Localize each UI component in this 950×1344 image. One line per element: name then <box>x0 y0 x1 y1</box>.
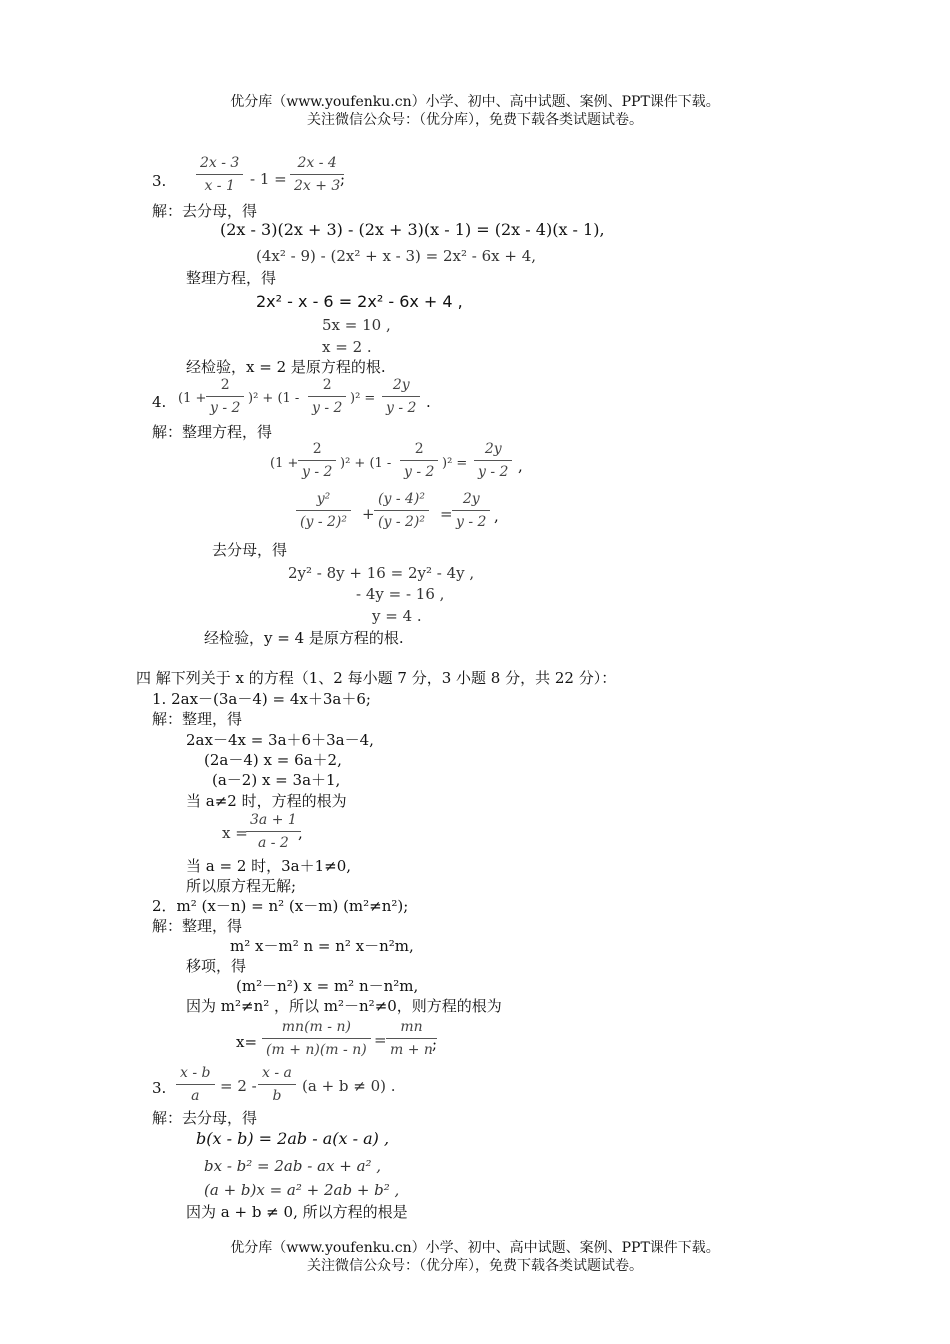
q2-condition: 因为 m²≠n² ，所以 m²－n²≠0，则方程的根为 <box>186 997 502 1015</box>
p4-row2-fraction-1 <box>296 490 351 531</box>
p4-row1-fraction-2 <box>400 440 438 481</box>
p4-term-2: )² + (1 - <box>248 391 300 406</box>
p3-solution-intro: 解：去分母，得 <box>152 202 258 220</box>
q1-conclusion: 所以原方程无解; <box>186 877 297 895</box>
fraction-denominator: (m + n)(m - n) <box>266 1042 367 1058</box>
fraction-denominator: y - 2 <box>404 464 435 480</box>
p4-equation-3: y = 4 . <box>372 607 422 625</box>
fraction-denominator: y - 2 <box>456 514 487 530</box>
fraction-denominator: a - 2 <box>257 835 289 851</box>
q3-fraction-2 <box>258 1064 296 1105</box>
fraction-denominator: y - 2 <box>210 400 241 416</box>
q3-solution-intro: 解：去分母，得 <box>152 1109 258 1127</box>
q2-fraction-2 <box>386 1018 437 1059</box>
p4-equation-2: - 4y = - 16 , <box>356 585 445 603</box>
q1-x-lhs: x = <box>222 824 248 842</box>
p4-row1-fraction-1 <box>298 440 336 481</box>
fraction-denominator: b <box>272 1088 282 1104</box>
section-4-title: 四 解下列关于 x 的方程（1、2 每小题 7 分，3 小题 8 分，共 22 分）： <box>136 669 617 687</box>
p3-check: 经检验，x = 2 是原方程的根. <box>186 358 386 376</box>
q3-conclusion: 因为 a + b ≠ 0, 所以方程的根是 <box>186 1203 408 1221</box>
p4-row1-end: , <box>518 457 523 475</box>
q3-mid: = 2 - <box>220 1077 257 1095</box>
problem-3-label: 3. <box>152 172 167 190</box>
p3-equation-3: 2x² - x - 6 = 2x² - 6x + 4 , <box>256 292 463 311</box>
q1-equation-1: 2ax－4x = 3a＋6＋3a－4, <box>186 731 374 749</box>
q3-tail: (a + b ≠ 0) . <box>302 1077 396 1095</box>
p3-equation-2: (4x² - 9) - (2x² + x - 3) = 2x² - 6x + 4, <box>256 247 537 265</box>
fraction-denominator: a <box>191 1088 200 1104</box>
q2-statement: 2．m² (x－n) = n² (x－m) (m²≠n²); <box>152 897 409 915</box>
header-line-1: 优分库（www.youfenku.cn）小学、初中、高中试题、案例、PPT课件下载。 <box>230 94 720 110</box>
q2-step: 移项，得 <box>186 957 247 975</box>
q2-solution-intro: 解：整理，得 <box>152 917 243 935</box>
q3-equation-2: bx - b² = 2ab - ax + a² , <box>204 1157 382 1175</box>
q2-x-lhs: x= <box>236 1033 258 1051</box>
fraction-denominator: x - 1 <box>204 178 235 194</box>
q3-equation-1: b(x - b) = 2ab - a(x - a) , <box>196 1129 390 1148</box>
fraction-numerator: 2 <box>312 441 322 457</box>
p4-row2-fraction-3 <box>452 490 490 531</box>
fraction-numerator: 2 <box>322 377 332 393</box>
p4-row1-term-3: )² = <box>442 456 468 471</box>
fraction-numerator: 2x - 3 <box>200 155 240 171</box>
fraction-numerator: 2 <box>414 441 424 457</box>
q1-equation-2: (2a－4) x = 6a＋2, <box>204 751 342 769</box>
q2-fraction-1 <box>262 1018 371 1059</box>
q2-equation-2: (m²－n²) x = m² n－n²m, <box>236 977 419 995</box>
p3-equation-4: 5x = 10 , <box>322 316 391 334</box>
q1-condition-2: 当 a = 2 时，3a＋1≠0, <box>186 857 352 875</box>
p4-row1-fraction-3 <box>474 440 512 481</box>
fraction-denominator: y - 2 <box>386 400 417 416</box>
fraction-numerator: mn(m - n) <box>281 1019 351 1035</box>
p3-end: ; <box>340 170 346 188</box>
p4-row1-term-2: )² + (1 - <box>340 456 392 471</box>
p4-fraction-3 <box>382 376 420 417</box>
fraction-numerator: 2x - 4 <box>297 155 337 171</box>
fraction-denominator: (y - 2)² <box>300 514 347 530</box>
p4-row1-term-1: (1 + <box>270 456 299 471</box>
fraction-denominator: m + n <box>390 1042 433 1058</box>
p3-rhs-fraction <box>290 154 344 195</box>
header-line-2: 关注微信公众号：（优分库），免费下载各类试题试卷。 <box>307 112 643 128</box>
p3-lhs-fraction <box>196 154 243 195</box>
fraction-numerator: 3a + 1 <box>250 812 297 828</box>
fraction-numerator: x - a <box>262 1065 292 1081</box>
p4-row2-equals: = <box>440 505 453 523</box>
p4-equation-1: 2y² - 8y + 16 = 2y² - 4y , <box>288 564 475 582</box>
p3-equation-1: (2x - 3)(2x + 3) - (2x + 3)(x - 1) = (2x - 4)(x - 1), <box>220 220 605 239</box>
fraction-numerator: 2y <box>462 491 480 507</box>
q1-x-end: , <box>298 824 303 842</box>
p3-step: 整理方程，得 <box>186 269 277 287</box>
p4-end: . <box>426 393 431 411</box>
fraction-denominator: y - 2 <box>312 400 343 416</box>
fraction-numerator: mn <box>400 1019 423 1035</box>
p4-row2-plus: + <box>362 505 375 523</box>
fraction-denominator: y - 2 <box>302 464 333 480</box>
q1-solution-intro: 解：整理，得 <box>152 710 243 728</box>
fraction-numerator: y² <box>316 491 331 507</box>
p3-equation-5: x = 2 . <box>322 338 372 356</box>
p4-term-1: (1 + <box>178 391 207 406</box>
q1-condition-1: 当 a≠2 时，方程的根为 <box>186 792 347 810</box>
q2-end: ; <box>432 1035 438 1053</box>
fraction-numerator: 2y <box>484 441 502 457</box>
p4-term-3: )² = <box>350 391 376 406</box>
q1-root-fraction <box>246 811 301 852</box>
fraction-numerator: (y - 4)² <box>378 491 425 507</box>
p4-fraction-2 <box>308 376 346 417</box>
q2-equation-1: m² x－m² n = n² x－n²m, <box>230 937 414 955</box>
footer-line-1: 优分库（www.youfenku.cn）小学、初中、高中试题、案例、PPT课件下载。 <box>230 1240 720 1256</box>
p4-solution-intro: 解：整理方程，得 <box>152 423 273 441</box>
p4-fraction-1 <box>206 376 244 417</box>
fraction-numerator: x - b <box>180 1065 211 1081</box>
problem-4-label: 4. <box>152 393 167 411</box>
fraction-denominator: (y - 2)² <box>378 514 425 530</box>
p4-check: 经检验，y = 4 是原方程的根. <box>204 629 404 647</box>
p4-row2-fraction-2 <box>374 490 429 531</box>
q2-equals: = <box>374 1031 387 1049</box>
q3-fraction-1 <box>176 1064 215 1105</box>
q3-label: 3. <box>152 1079 167 1097</box>
fraction-denominator: y - 2 <box>478 464 509 480</box>
p4-step: 去分母，得 <box>212 541 288 559</box>
fraction-numerator: 2 <box>220 377 230 393</box>
fraction-denominator: 2x + 3 <box>294 178 341 194</box>
q3-equation-3: (a + b)x = a² + 2ab + b² , <box>204 1181 400 1199</box>
footer-line-2: 关注微信公众号：（优分库），免费下载各类试题试卷。 <box>307 1258 643 1274</box>
p4-row2-end: , <box>494 507 499 525</box>
q1-equation-3: (a－2) x = 3a＋1, <box>212 771 341 789</box>
p3-mid: - 1 = <box>250 170 287 188</box>
fraction-numerator: 2y <box>392 377 410 393</box>
q1-statement: 1. 2ax－(3a－4) = 4x＋3a＋6; <box>152 690 371 708</box>
